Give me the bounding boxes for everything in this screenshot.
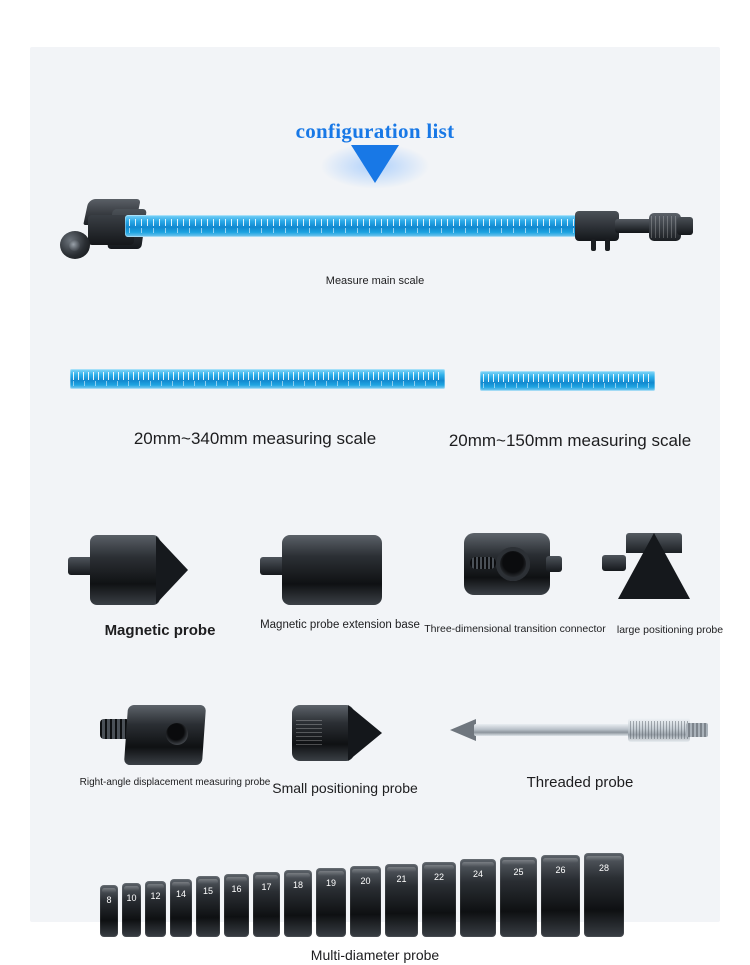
extension-base-caption: Magnetic probe extension base <box>260 619 420 631</box>
right-angle-probe-hole <box>166 723 188 745</box>
configuration-panel <box>30 47 724 963</box>
sleeve-size-label: 15 <box>202 886 213 896</box>
multi-diameter-probe-image <box>60 837 720 937</box>
sleeve-body <box>196 876 220 937</box>
sleeve-body <box>224 874 249 937</box>
sleeve-body <box>500 857 537 937</box>
sleeve-body <box>385 864 418 937</box>
threaded-probe-thread <box>686 723 708 737</box>
sleeve-body <box>350 866 381 937</box>
multi-diameter-sleeve <box>422 862 456 937</box>
sleeve-size-label: 28 <box>598 863 609 873</box>
multi-diameter-sleeve <box>224 874 249 937</box>
sleeve-size-label: 10 <box>126 893 137 903</box>
small-positioning-probe-image <box>292 705 354 761</box>
sleeve-size-label: 25 <box>513 867 524 877</box>
sleeve-size-label: 21 <box>396 874 407 884</box>
sleeve-size-label: 8 <box>106 895 112 905</box>
multi-diameter-sleeve <box>253 872 280 937</box>
multi-diameter-probe-caption: Multi-diameter probe <box>310 947 440 963</box>
right-angle-probe-image <box>124 705 206 765</box>
sleeve-body <box>460 859 496 937</box>
right-angle-probe-caption: Right-angle displacement measuring probe <box>79 777 271 788</box>
multi-diameter-sleeve <box>541 855 580 937</box>
sleeve-body <box>284 870 312 937</box>
sleeve-body <box>122 883 141 937</box>
small-positioning-probe-caption: Small positioning probe <box>272 780 418 796</box>
multi-diameter-sleeve <box>122 883 141 937</box>
multi-diameter-sleeve <box>316 868 346 937</box>
sleeve-size-label: 14 <box>175 889 186 899</box>
sleeve-body <box>422 862 456 937</box>
sleeve-size-label: 16 <box>231 884 242 894</box>
magnetic-probe-extension-base-image <box>282 535 382 605</box>
multi-diameter-sleeve <box>385 864 418 937</box>
multi-diameter-sleeve <box>196 876 220 937</box>
transition-connector-caption: Three-dimensional transition connector <box>424 623 606 635</box>
transition-connector-slot <box>470 557 496 569</box>
main-scale-right-head <box>575 203 695 259</box>
sleeve-size-label: 26 <box>555 865 566 875</box>
sleeve-body <box>316 868 346 937</box>
page-title: configuration list <box>295 119 455 143</box>
multi-diameter-sleeve <box>284 870 312 937</box>
sleeve-size-label: 22 <box>433 872 444 882</box>
multi-diameter-sleeve <box>584 853 624 937</box>
threaded-probe-caption: Threaded probe <box>526 774 634 791</box>
sleeve-body <box>145 881 166 937</box>
large-positioning-probe-caption: large positioning probe <box>616 624 724 636</box>
sleeve-size-label: 18 <box>292 880 303 890</box>
threaded-probe-tip <box>450 719 476 741</box>
sleeve-size-label: 24 <box>472 869 483 879</box>
multi-diameter-sleeve <box>350 866 381 937</box>
magnetic-probe-caption: Magnetic probe <box>104 622 216 639</box>
measuring-scale-340-image <box>70 369 445 389</box>
magnetic-probe-image <box>90 535 160 605</box>
measure-main-scale-caption: Measure main scale <box>325 275 425 287</box>
large-positioning-probe-image <box>618 533 690 599</box>
threaded-probe-image <box>474 724 632 736</box>
threaded-probe-knurl <box>628 718 690 742</box>
small-positioning-probe-cone <box>348 705 382 761</box>
measuring-scale-150-caption: 20mm~150mm measuring scale <box>448 431 692 450</box>
down-arrow-icon <box>351 145 399 183</box>
sleeve-body <box>253 872 280 937</box>
sleeve-body <box>170 879 192 937</box>
multi-diameter-sleeve <box>460 859 496 937</box>
sleeve-size-label: 20 <box>360 876 371 886</box>
transition-connector-hole <box>496 547 530 581</box>
sleeve-size-label: 12 <box>150 891 161 901</box>
sleeve-size-label: 19 <box>325 878 336 888</box>
multi-diameter-sleeve <box>145 881 166 937</box>
measuring-scale-150-image <box>480 371 655 391</box>
multi-diameter-sleeve <box>170 879 192 937</box>
main-scale-bar <box>125 215 580 237</box>
multi-diameter-sleeve <box>100 885 118 937</box>
transition-connector-stub <box>546 556 562 572</box>
multi-diameter-sleeve <box>500 857 537 937</box>
sleeve-body <box>541 855 580 937</box>
measuring-scale-340-caption: 20mm~340mm measuring scale <box>133 429 377 448</box>
sleeve-body <box>100 885 118 937</box>
sleeve-size-label: 17 <box>261 882 272 892</box>
magnetic-probe-cone <box>156 536 188 604</box>
sleeve-body <box>584 853 624 937</box>
